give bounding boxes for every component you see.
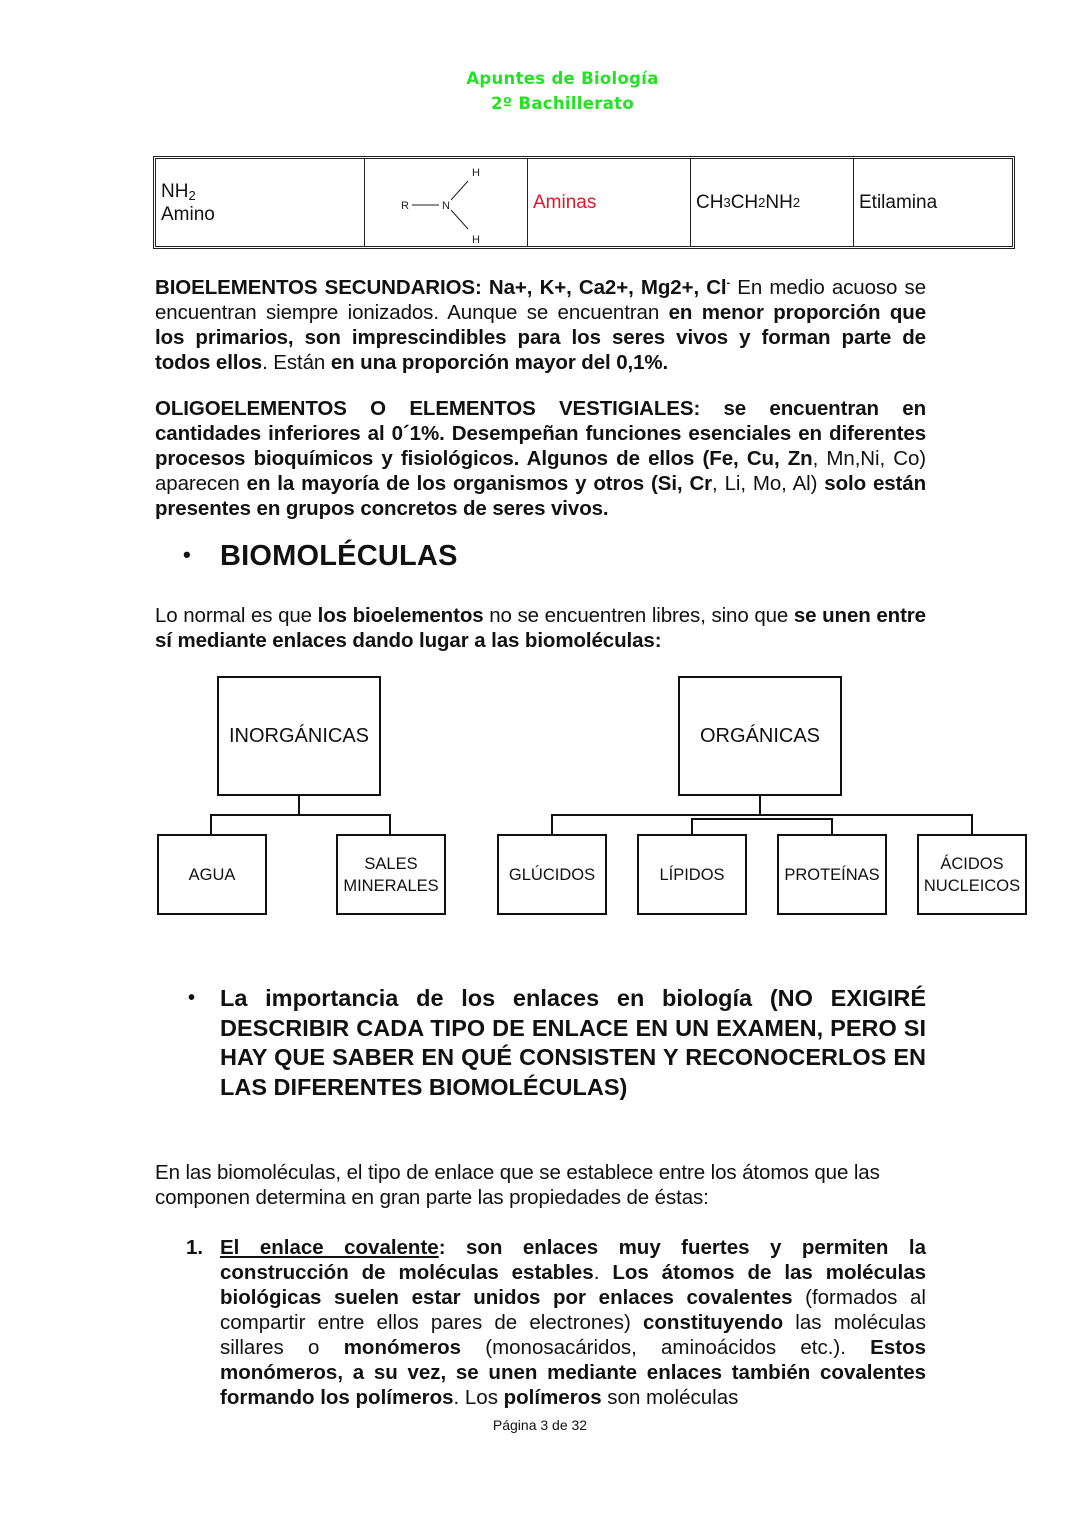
diagram-node-agua: AGUA [157,834,267,915]
amine-structure-diagram [365,159,525,246]
bullet-icon: • [188,987,196,1009]
page-number: Página 3 de 32 [492,1417,588,1433]
document-header [0,66,1080,116]
header-title: Apuntes de Biología [466,69,659,88]
diagram-node-proteinas: PROTEÍNAS [777,834,887,915]
oligoelementos-paragraph: OLIGOELEMENTOS O ELEMENTOS VESTIGIALES: se encuentran en cantidades inferiores al 0´1%. Desempeñan funciones esenciales en diferentes procesos bioquímicos y fisiológicos. Algunos de ellos (Fe, Cu, Zn, Mn,Ni, Co) aparecen en la mayoría de los organismos y otros (Si, Cr, Li, Mo, Al) solo están presentes en grupos concretos de seres vivos. [155,397,927,520]
diagram-node-inorganicas: INORGÁNICAS [217,676,381,796]
section-heading-biomoleculas: • BIOMOLÉCULAS [183,540,458,572]
svg-text:R: R [401,200,409,212]
svg-text:N: N [442,200,450,212]
svg-text:H: H [472,167,480,179]
group-cell: $NH_2$ Amino [156,159,365,246]
structure-cell [365,159,528,246]
compound-class-cell: Aminas [528,159,691,246]
example-name-cell: Etilamina [859,192,938,213]
term-enlace-covalente: El enlace covalente [220,1236,439,1259]
diagram-node-lipidos: LÍPIDOS [637,834,747,915]
group-name: Amino [161,203,215,225]
diagram-node-glucidos: GLÚCIDOS [497,834,607,915]
header-subtitle: 2º Bachillerato [491,94,634,113]
bullet-icon: • [183,542,191,567]
group-formula: NH [161,180,189,202]
secundarios-paragraph: BIOELEMENTOS SECUNDARIOS: Na+, K+, Ca2+, Mg2+, Cl- En medio acuoso se encuentran siempre ionizados. Aunque se encuentran en menor proporción que los primarios, son imprescindibles para los seres vivos y forman parte de todos ellos. Están en una proporción mayor del 0,1%. [155,275,927,374]
list-item-covalente: El enlace covalente: son enlaces muy fuertes y permiten la construcción de moléculas estables. Los átomos de las moléculas biológicas suelen estar unidos por enlaces covalentes (formados al compartir entre ellos pares de electrones) constituyendo las moléculas sillares o monómeros (monosacáridos, aminoácidos etc.). Estos monómeros, a su vez, se unen mediante enlaces también covalentes formando los polímeros. Los polímeros son moléculas [220,1236,926,1409]
svg-text:H: H [472,234,480,246]
diagram-node-sales-minerales: SALES MINERALES [336,834,446,915]
example-formula-cell: CH 3 CH 2 NH 2 [691,159,854,246]
list-number: 1. [186,1236,204,1259]
enlaces-intro: En las biomoléculas, el tipo de enlace que se establece entre los átomos que las componen determina en gran parte las propiedades de éstas: [155,1161,880,1209]
enlaces-list [186,1235,926,1410]
functional-group-table [153,156,1015,249]
section-heading-enlaces: • La importancia de los enlaces en biología (NO EXIGIRÉ DESCRIBIR CADA TIPO DE ENLACE EN UN EXAMEN, PERO SI HAY QUE SABER EN QUÉ CONSISTEN Y RECONOCERLOS EN LAS DIFERENTES BIOMOLÉCULAS) [188,985,926,1100]
diagram-node-acidos-nucleicos: ÁCIDOS NUCLEICOS [917,834,1027,915]
biomoleculas-intro: Lo normal es que los bioelementos no se encuentren libres, sino que se unen entre sí mediante enlaces dando lugar a las biomoléculas: [155,604,926,652]
diagram-node-organicas: ORGÁNICAS [678,676,842,796]
